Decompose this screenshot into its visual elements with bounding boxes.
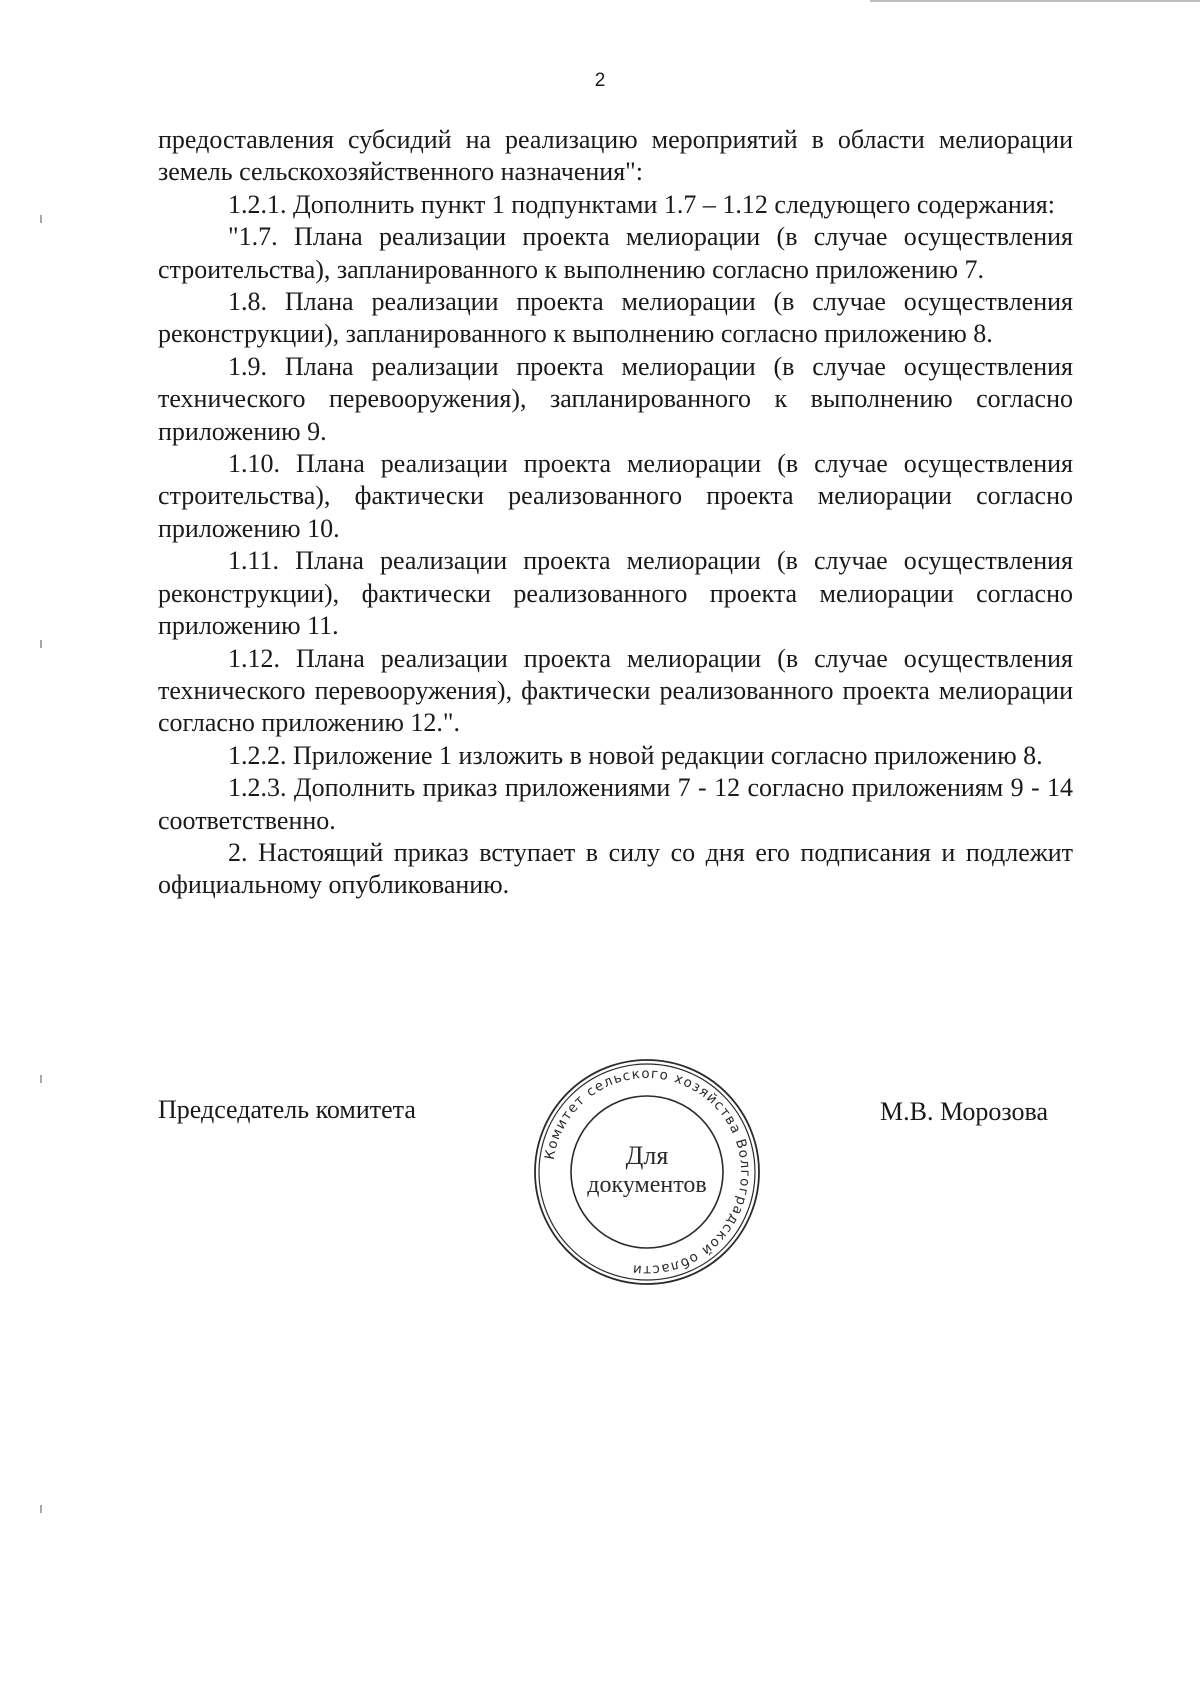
paragraph-1-2-1: 1.2.1. Дополнить пункт 1 подпунктами 1.7 – 1.12 следующего содержания: [228,189,1055,219]
signer-title: Председатель комитета [158,1095,416,1124]
document-body [158,124,1073,902]
page-number: 2 [594,70,606,91]
official-stamp [527,1052,767,1292]
signer-name: М.В. Морозова [880,1097,1049,1126]
paragraph-continuation: предоставления субсидий на реализацию мероприятий в области мелиорации земель сельскохозяйственного назначения": [158,125,1073,187]
stamp-center-line-1: Для [625,1141,669,1170]
stamp-center-line-2: документов [587,1172,707,1198]
paragraph-1-2-3: 1.2.3. Дополнить приказ приложениями 7 - 12 согласно приложениям 9 - 14 соответственно. [158,773,1073,835]
scan-mark [40,1505,42,1513]
paragraph-1-11: 1.11. Плана реализации проекта мелиорации (в случае осуществления реконструкции), фактически реализованного проекта мелиорации согласно приложению 11. [158,546,1073,641]
paragraph-1-12: 1.12. Плана реализации проекта мелиорации (в случае осуществления технического перевооружения), фактически реализованного проекта мелиорации согласно приложению 12.". [158,643,1073,738]
paragraph-2: 2. Настоящий приказ вступает в силу со дня его подписания и подлежит официальному опубликованию. [158,837,1073,900]
paragraph-1-7: "1.7. Плана реализации проекта мелиорации (в случае осуществления строительства), запланированного к выполнению согласно приложению 7. [158,222,1073,284]
paragraph-1-10: 1.10. Плана реализации проекта мелиорации (в случае осуществления строительства), фактически реализованного проекта мелиорации согласно приложению 10. [158,449,1073,543]
scan-mark [40,1075,42,1083]
scan-mark [40,215,42,223]
paragraph-1-8: 1.8. Плана реализации проекта мелиорации (в случае осуществления реконструкции), запланированного к выполнению согласно приложению 8. [158,287,1073,349]
scan-edge [870,0,1200,2]
paragraph-1-9: 1.9. Плана реализации проекта мелиорации (в случае осуществления технического перевооружения), запланированного к выполнению согласно приложению 9. [158,351,1073,446]
scan-mark [40,640,42,648]
paragraph-1-2-2: 1.2.2. Приложение 1 изложить в новой редакции согласно приложению 8. [228,740,1043,770]
stamp-ring-text: Комитет сельского хозяйства Волгоградской области [541,1065,754,1279]
